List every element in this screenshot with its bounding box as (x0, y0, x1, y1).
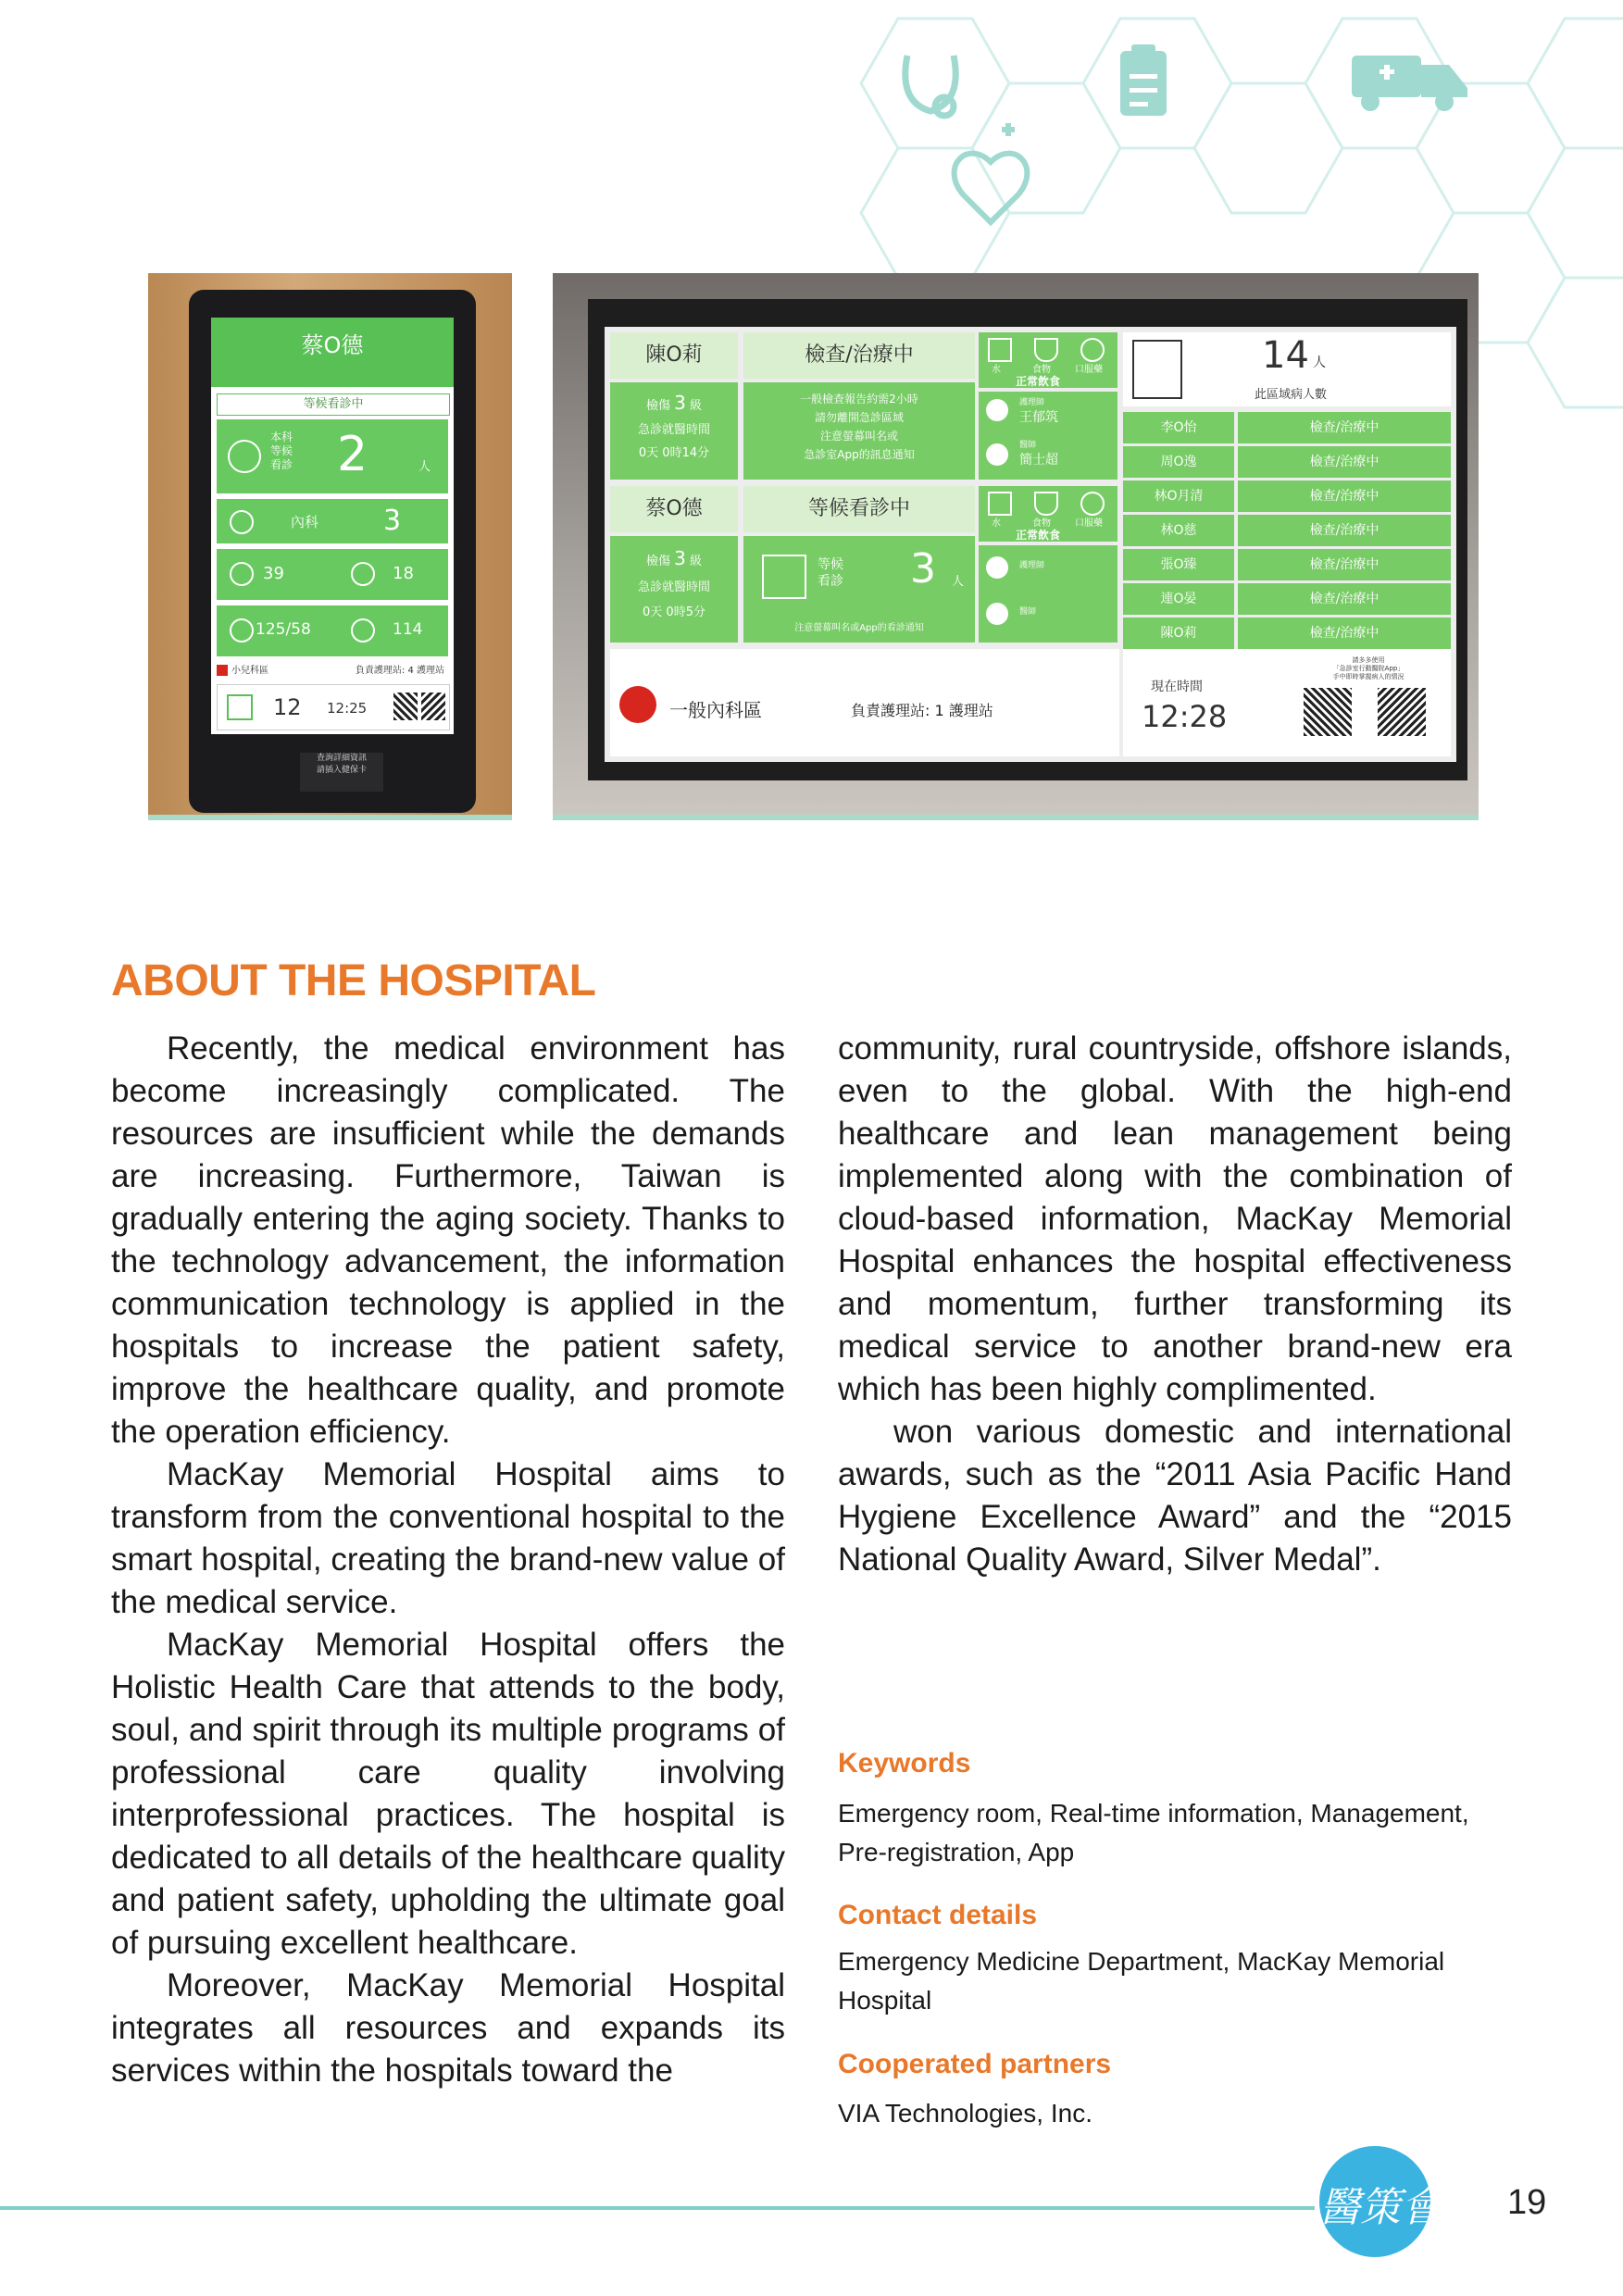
nurse-icon (986, 556, 1008, 579)
heart-hands-icon (955, 123, 1028, 222)
kiosk-queue-row (217, 419, 448, 493)
kiosk-dept-value: 3 (383, 505, 402, 537)
pill-icon (1080, 492, 1105, 516)
kiosk-bottom-row (217, 684, 450, 730)
p2-diet-medicine: 口服藥 (1075, 518, 1103, 529)
kiosk-dept-row (217, 499, 448, 543)
patient-list-status: 檢查/治療中 (1238, 412, 1451, 443)
p2-staff (979, 545, 1117, 643)
clipboard-icon (1120, 44, 1167, 116)
nurse-icon (986, 399, 1008, 421)
p2-wait-label: 急診就醫時間 (637, 580, 710, 594)
paragraph: won various domestic and international awards, such as the “2011 Asia Pacific Hand Hygiene Excellence Award” and the “2015 National Quality Award, Silver Medal”. (838, 1414, 1512, 1578)
partners-text: VIA Technologies, Inc. (838, 2099, 1092, 2128)
paragraph: community, rural countryside, offshore islands, even to the global. With the high-end healthcare and lean management being implemented along with the combination of cloud-based information, MacKay Memorial Hospital enhances the hospital effectiveness and momentum, further transforming its medical service to another brand-new era which has been highly complimented. (838, 1030, 1512, 1407)
qr-code-icon (421, 693, 445, 720)
p1-triage (610, 382, 738, 480)
p1-note-line: 請勿離開急診區域 (814, 411, 904, 424)
cup-icon (988, 492, 1012, 516)
p2-status: 等候看診中 (743, 486, 975, 532)
kiosk-temp: 39 (263, 564, 284, 583)
p2-nurse-label: 護理師 (1019, 561, 1045, 570)
patient-list-status: 檢查/治療中 (1238, 480, 1451, 512)
contact-heading: Contact details (838, 1900, 1038, 1930)
p1-level-suffix: 級 (690, 399, 703, 413)
kiosk-bottom-time: 12:25 (327, 700, 368, 717)
p1-note-line: 急診室App的訊息通知 (804, 448, 915, 461)
p1-nurse-name: 王郁筑 (1019, 410, 1058, 425)
p2-diet-water: 水 (992, 518, 1001, 529)
pill-icon (1080, 338, 1105, 362)
monitor-footer (610, 649, 1119, 756)
p2-level-prefix: 檢傷 (645, 555, 670, 568)
paragraph: Recently, the medical environment has become increasingly complicated. The resources are insufficient while the demands are increasing. Furthermore, Taiwan is gradually entering the aging society. Thanks to the technology advancement, the information communication technology is applied in the hospitals to increase the patient safety, improve the healthcare quality, and promote the operation efficiency. (111, 1030, 785, 1450)
section-title: ABOUT THE HOSPITAL (111, 956, 596, 1005)
kiosk-nurse-station: 負責護理站: 4 護理站 (355, 666, 444, 676)
contact-text: Emergency Medicine Department, MacKay Memorial Hospital (838, 1947, 1445, 2015)
current-time: 12:28 (1142, 699, 1228, 734)
p2-queue (743, 536, 975, 643)
p2-diet (979, 486, 1117, 542)
paragraph: MacKay Memorial Hospital aims to transform from the conventional hospital to the smart hospital, creating the brand-new value of the medical service. (111, 1456, 785, 1620)
p1-diet (979, 332, 1117, 388)
blood-pressure-icon (230, 618, 254, 643)
lungs-icon (351, 562, 375, 586)
iv-drip-icon (1132, 340, 1182, 399)
p2-queue-value: 3 (910, 545, 936, 593)
seat-icon (228, 440, 261, 473)
cup-icon (988, 338, 1012, 362)
patient-list-status: 檢查/治療中 (1238, 583, 1451, 615)
p2-queue-label: 等候 看診 (818, 557, 843, 589)
p1-nurse-label: 護理師 (1019, 398, 1045, 407)
p1-level-prefix: 檢傷 (645, 399, 670, 413)
p2-note: 注意螢幕叫名或App的看診通知 (794, 623, 924, 633)
p2-doctor-label: 醫師 (1019, 607, 1037, 617)
area-count-panel (1123, 332, 1451, 406)
p2-triage (610, 536, 738, 643)
p1-status: 檢查/治療中 (743, 332, 975, 379)
patient-list-row (1123, 618, 1451, 649)
p1-diet-food: 食物 (1032, 365, 1051, 375)
p1-doctor-label: 醫師 (1019, 441, 1037, 450)
keywords-heading: Keywords (838, 1748, 971, 1778)
area-count-label: 此區域病人數 (1255, 388, 1328, 402)
kiosk-pulse: 114 (393, 620, 423, 639)
kiosk-dept-label: 內科 (291, 514, 319, 530)
qr-code-icon (1378, 688, 1426, 736)
patient-list-row (1123, 583, 1451, 615)
paragraph: MacKay Memorial Hospital offers the Holistic Health Care that attends to the body, soul, and spirit through its multiple programs of professional care quality involving interprofessional practices. The hospital is dedicated to all details of the healthcare quality and patient safety, upholding the ultimate goal of pursuing excellent healthcare. (111, 1627, 785, 1961)
p2-queue-unit: 人 (952, 575, 965, 589)
p2-diet-food: 食物 (1032, 518, 1051, 529)
footer-logo (1319, 2146, 1442, 2257)
patient-list-name: 林O慈 (1123, 515, 1234, 546)
p2-level-suffix: 級 (690, 555, 703, 568)
keywords-text: Emergency room, Real-time information, Management, Pre-registration, App (838, 1799, 1469, 1866)
doctor-icon (986, 443, 1008, 466)
partners-heading: Cooperated partners (838, 2049, 1112, 2079)
seat-icon (227, 694, 253, 720)
thermometer-icon (230, 562, 254, 586)
kiosk-photo (148, 273, 512, 815)
ambulance-icon (1352, 56, 1467, 111)
patient-list-status: 檢查/治療中 (1238, 618, 1451, 649)
patient-list-name: 李O怡 (1123, 412, 1234, 443)
p1-wait-value: 0天 0時14分 (638, 446, 710, 460)
patient-list-status: 檢查/治療中 (1238, 549, 1451, 580)
app-note: 請多多使用 「急診室行動醫院App」 手中即時掌握病人的情況 (1332, 656, 1405, 680)
kiosk-resp: 18 (393, 564, 414, 583)
p1-level: 3 (674, 392, 686, 414)
doctor-icon (986, 603, 1008, 625)
hospital-logo-icon (217, 665, 228, 676)
patient-list-name: 周O逸 (1123, 446, 1234, 478)
stethoscope-icon (230, 510, 254, 534)
article-right-column (838, 1028, 1512, 1581)
photo-underline (148, 815, 512, 820)
patient-list-name: 張O臻 (1123, 549, 1234, 580)
pulse-icon (351, 618, 375, 643)
kiosk-vitals-row (217, 549, 448, 600)
kiosk-status-header: 等候看診中 (217, 393, 450, 416)
p1-diet-medicine: 口服藥 (1075, 365, 1103, 375)
area-count: 14 (1262, 334, 1309, 377)
monitor-frame (588, 299, 1467, 780)
monitor-nurse-station: 負責護理站: 1 護理站 (851, 702, 993, 719)
kiosk-bp: 125/58 (256, 620, 311, 639)
patient-list-status: 檢查/治療中 (1238, 515, 1451, 546)
stethoscope-icon (905, 56, 955, 116)
patient-list-row (1123, 480, 1451, 512)
p1-name: 陳O莉 (610, 332, 738, 379)
seat-icon (762, 555, 806, 599)
p1-wait-label: 急診就醫時間 (637, 423, 710, 437)
patient-list-row (1123, 549, 1451, 580)
hospital-logo-icon (619, 686, 656, 723)
kiosk-bp-row (217, 605, 448, 656)
photo-underline (553, 815, 1479, 820)
monitor-clock-panel (1123, 649, 1451, 756)
p1-doctor-name: 簡士超 (1019, 453, 1058, 468)
p1-note-line: 注意螢幕叫名或 (819, 430, 898, 443)
patient-list-name: 連O晏 (1123, 583, 1234, 615)
monitor-photo (553, 273, 1479, 815)
page-number: 19 (1507, 2183, 1547, 2222)
kiosk-patient-name: 蔡O德 (301, 332, 364, 358)
kiosk-queue-value: 2 (337, 427, 368, 482)
kiosk-frame (189, 290, 476, 813)
kiosk-queue-label: 本科 等候 看診 (270, 430, 293, 471)
patient-list-row (1123, 515, 1451, 546)
kiosk-card-slot: 查詢詳細資訊 請插入健保卡 (300, 753, 383, 792)
p1-diet-water: 水 (992, 365, 1001, 375)
patient-list-row (1123, 412, 1451, 443)
p1-diet-status: 正常飲食 (1016, 375, 1061, 388)
kiosk-screen (211, 318, 454, 734)
patient-list-status: 檢查/治療中 (1238, 446, 1451, 478)
paragraph: Moreover, MacKay Memorial Hospital integrates all resources and expands its services within the hospitals toward the (111, 1967, 785, 2089)
p1-note-line: 一般檢查報告約需2小時 (800, 393, 918, 406)
footer-rule (0, 2206, 1315, 2210)
kiosk-queue-unit: 人 (418, 460, 431, 474)
bowl-icon (1034, 338, 1058, 362)
footer-logo-text: 醫策會 (1319, 2184, 1442, 2231)
patient-list-row (1123, 446, 1451, 478)
kiosk-dept-name: 小兒科區 (231, 666, 268, 676)
current-time-label: 現在時間 (1151, 680, 1203, 694)
kiosk-bottom-value: 12 (273, 694, 302, 720)
article-left-column (111, 1028, 785, 2092)
monitor-screen (605, 327, 1456, 762)
p2-wait-value: 0天 0時5分 (643, 605, 705, 619)
p2-level: 3 (674, 547, 686, 569)
p1-notes (743, 382, 975, 480)
p2-diet-status: 正常飲食 (1016, 529, 1061, 542)
area-count-unit: 人 (1313, 356, 1326, 370)
p2-name: 蔡O德 (610, 486, 738, 532)
patient-list-name: 林O月清 (1123, 480, 1234, 512)
p1-staff (979, 392, 1117, 480)
patient-list (1123, 412, 1451, 652)
monitor-dept: 一般內科區 (669, 699, 762, 721)
patient-list-name: 陳O莉 (1123, 618, 1234, 649)
bowl-icon (1034, 492, 1058, 516)
qr-code-icon (1304, 688, 1352, 736)
qr-code-icon (393, 693, 418, 720)
